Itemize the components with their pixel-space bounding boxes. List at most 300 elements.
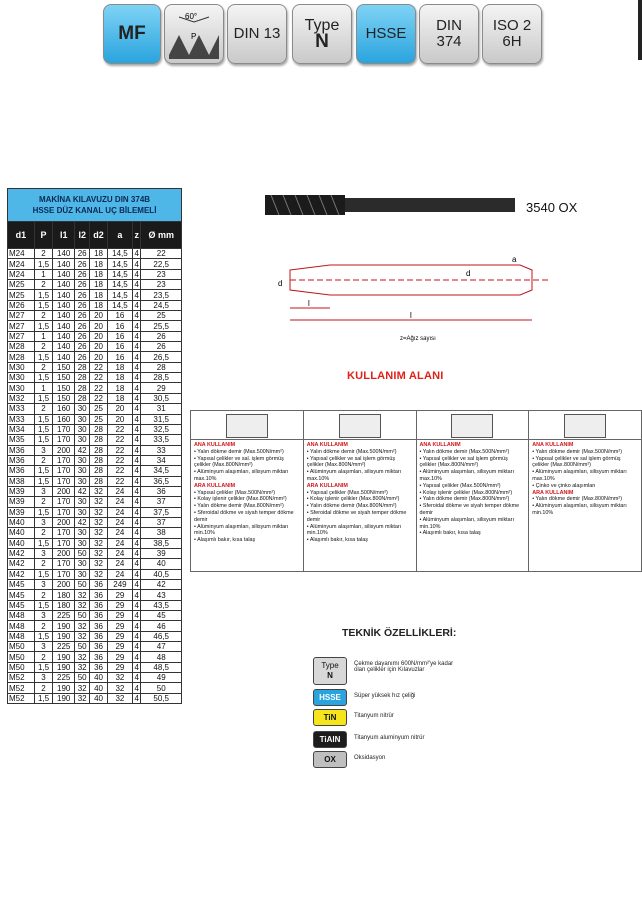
- table-cell: 16: [107, 352, 132, 362]
- table-cell: 200: [53, 486, 75, 496]
- table-row: [8, 466, 182, 476]
- thread-tolerance-icon: [339, 414, 381, 438]
- table-row: [8, 538, 182, 548]
- table-cell: 32: [90, 528, 108, 538]
- table-cell: 2: [34, 455, 52, 465]
- table-cell: M40: [8, 528, 35, 538]
- table-cell: 20: [90, 311, 108, 321]
- table-row: [8, 331, 182, 341]
- table-cell: 22: [141, 249, 182, 259]
- table-cell: 4: [134, 673, 139, 683]
- table-cell: M30: [8, 362, 35, 372]
- table-cell: 3: [34, 580, 52, 590]
- table-cell: 43,5: [141, 600, 182, 610]
- usage-secondary-heading: ARA KULLANIM: [194, 482, 236, 489]
- table-cell: 32: [75, 662, 90, 672]
- table-cell: 190: [53, 683, 75, 693]
- table-cell: 150: [53, 393, 75, 403]
- table-cell: 31,5: [141, 414, 182, 424]
- table-cell: 24: [107, 569, 132, 579]
- table-cell: 4: [134, 507, 139, 517]
- table-cell: 32: [107, 683, 132, 693]
- l2-label: l: [308, 299, 310, 308]
- table-cell: 42: [75, 486, 90, 496]
- table-cell: 4: [134, 621, 139, 631]
- table-cell: 24: [107, 517, 132, 527]
- table-cell: M50: [8, 652, 35, 662]
- table-cell: 49: [141, 673, 182, 683]
- table-cell: 28: [90, 466, 108, 476]
- table-cell: 30: [75, 404, 90, 414]
- table-cell: 3: [34, 673, 52, 683]
- table-row: [8, 321, 182, 331]
- table-cell: 20: [90, 331, 108, 341]
- table-cell: 36: [90, 631, 108, 641]
- table-row: [8, 476, 182, 486]
- table-row: [8, 497, 182, 507]
- table-cell: 4: [134, 487, 139, 497]
- table-cell: 4: [134, 425, 139, 435]
- table-cell: 25,5: [141, 321, 182, 331]
- table-cell: 1,5: [34, 300, 52, 310]
- usage-column-body: [304, 440, 416, 546]
- column-header: P: [34, 222, 52, 249]
- table-cell: 1,5: [34, 466, 52, 476]
- table-cell: 32: [90, 559, 108, 569]
- table-cell: 2: [34, 559, 52, 569]
- table-cell: 4: [134, 600, 139, 610]
- table-cell: 30: [75, 414, 90, 424]
- table-cell: 200: [53, 517, 75, 527]
- table-cell: 31: [141, 404, 182, 414]
- legend-tag-label: TiN: [323, 713, 337, 722]
- table-row: [8, 435, 182, 445]
- table-cell: M52: [8, 693, 35, 703]
- table-cell: 32: [90, 507, 108, 517]
- table-cell: 26: [75, 352, 90, 362]
- table-cell: M27: [8, 331, 35, 341]
- table-cell: 47: [141, 642, 182, 652]
- table-cell: 18: [107, 383, 132, 393]
- table-cell: 40: [90, 673, 108, 683]
- table-cell: 39: [141, 548, 182, 558]
- table-cell: 140: [53, 280, 75, 290]
- table-cell: 30: [75, 497, 90, 507]
- table-cell: 2: [34, 342, 52, 352]
- legend-tag-label: N: [327, 671, 333, 680]
- table-cell: 22: [107, 445, 132, 455]
- table-cell: 1,5: [34, 373, 52, 383]
- table-row: [8, 559, 182, 569]
- table-cell: 18: [107, 393, 132, 403]
- din374-top-label: DIN: [436, 17, 462, 34]
- usage-column-header: [191, 411, 303, 440]
- table-cell: 14,5: [107, 280, 132, 290]
- table-cell: 28: [141, 362, 182, 372]
- usage-column-header: [417, 411, 529, 440]
- table-cell: 3: [34, 517, 52, 527]
- d1-label: d: [278, 279, 283, 288]
- table-cell: 4: [134, 497, 139, 507]
- table-cell: 29: [107, 631, 132, 641]
- table-row: [8, 373, 182, 383]
- table-cell: 4: [134, 466, 139, 476]
- table-cell: 32: [90, 538, 108, 548]
- column-header: Ø mm: [141, 222, 182, 249]
- table-cell: 190: [53, 631, 75, 641]
- table-cell: 20: [107, 404, 132, 414]
- table-row: [8, 424, 182, 434]
- usage-column: [191, 411, 303, 571]
- table-cell: 38: [141, 528, 182, 538]
- table-cell: 14,5: [107, 300, 132, 310]
- table-cell: 18: [90, 249, 108, 259]
- legend-text: Titanyum nitrür: [354, 713, 394, 719]
- table-cell: 25: [141, 311, 182, 321]
- table-cell: 4: [134, 611, 139, 621]
- table-cell: M45: [8, 580, 35, 590]
- table-cell: 43: [141, 590, 182, 600]
- table-cell: 170: [53, 455, 75, 465]
- table-cell: 26: [75, 280, 90, 290]
- table-cell: 50: [75, 673, 90, 683]
- table-cell: 20: [90, 342, 108, 352]
- table-cell: 200: [53, 548, 75, 558]
- table-cell: 2: [34, 404, 52, 414]
- table-cell: 1,5: [34, 631, 52, 641]
- table-cell: 170: [53, 507, 75, 517]
- table-row: [8, 528, 182, 538]
- table-cell: 28: [75, 373, 90, 383]
- table-cell: 3: [34, 642, 52, 652]
- table-cell: 26: [75, 259, 90, 269]
- table-cell: M24: [8, 259, 35, 269]
- table-cell: 16: [107, 311, 132, 321]
- table-cell: 2: [34, 280, 52, 290]
- table-row: [8, 580, 182, 590]
- table-cell: 28: [90, 476, 108, 486]
- table-cell: 32: [90, 548, 108, 558]
- iso-top-label: ISO 2: [492, 17, 532, 34]
- table-cell: 29: [141, 383, 182, 393]
- table-title: [8, 189, 182, 222]
- legend-tag-top: Type: [321, 661, 339, 670]
- table-cell: 22: [107, 424, 132, 434]
- table-cell: 23: [141, 280, 182, 290]
- table-cell: 14,5: [107, 290, 132, 300]
- legend-text: Süper yüksek hız çeliği: [354, 693, 416, 699]
- table-cell: 50,5: [141, 693, 182, 703]
- column-header: d1: [8, 222, 35, 249]
- table-cell: 26: [141, 331, 182, 341]
- table-row: [8, 662, 182, 672]
- table-cell: 1,5: [34, 600, 52, 610]
- table-cell: 4: [134, 683, 139, 693]
- angle-label: 60°: [185, 12, 198, 21]
- table-cell: 50: [141, 683, 182, 693]
- table-cell: 150: [53, 383, 75, 393]
- legend-tag: [313, 689, 347, 706]
- table-cell: 225: [53, 642, 75, 652]
- usage-main-heading: ANA KULLANIM: [194, 442, 236, 448]
- table-cell: 40: [90, 683, 108, 693]
- thread-tolerance-icon: [564, 414, 606, 438]
- table-cell: 22: [107, 466, 132, 476]
- table-cell: 24: [107, 559, 132, 569]
- column-header: l2: [75, 222, 90, 249]
- usage-column-header: [529, 411, 641, 440]
- table-cell: 2: [34, 683, 52, 693]
- table-cell: M25: [8, 290, 35, 300]
- table-cell: 4: [134, 280, 139, 290]
- table-cell: 140: [53, 352, 75, 362]
- table-cell: 4: [134, 321, 139, 331]
- table-cell: 2: [34, 249, 52, 259]
- table-cell: 4: [134, 518, 139, 528]
- table-cell: M52: [8, 673, 35, 683]
- table-cell: 1,5: [34, 414, 52, 424]
- d2-label: d: [466, 269, 471, 278]
- table-cell: 40,5: [141, 569, 182, 579]
- table-cell: 23,5: [141, 290, 182, 300]
- table-cell: 4: [134, 362, 139, 372]
- legend-tag: [313, 751, 347, 768]
- table-cell: 30: [75, 528, 90, 538]
- table-row: [8, 383, 182, 393]
- table-cell: M48: [8, 631, 35, 641]
- table-cell: 36: [90, 662, 108, 672]
- table-cell: 32: [75, 590, 90, 600]
- table-cell: 29: [107, 611, 132, 621]
- table-cell: 1,5: [34, 538, 52, 548]
- usage-main-text: • Yalın dökme demir (Max.500N/mm²) • Yapısal çelikler ve sal işlem görmüş çelikler (Max.800N/mm²) • Alüminyum alaşımları, silisyum miktarı max.10% • Çinko ve çinko alaşımları: [532, 448, 627, 489]
- table-cell: 25: [90, 404, 108, 414]
- table-cell: M28: [8, 352, 35, 362]
- type-bottom-label: N: [315, 31, 329, 52]
- table-cell: 28: [75, 362, 90, 372]
- table-cell: 36: [90, 580, 108, 590]
- table-cell: 24,5: [141, 300, 182, 310]
- table-cell: 36: [90, 642, 108, 652]
- table-cell: 30: [75, 559, 90, 569]
- table-row: [8, 290, 182, 300]
- table-cell: 28: [75, 383, 90, 393]
- table-row: [8, 249, 182, 259]
- table-cell: 18: [90, 280, 108, 290]
- table-cell: 4: [134, 269, 139, 279]
- table-cell: 33: [141, 445, 182, 455]
- column-header: z: [133, 222, 141, 249]
- table-cell: 28: [90, 435, 108, 445]
- table-cell: M40: [8, 538, 35, 548]
- table-cell: 190: [53, 693, 75, 703]
- table-cell: 4: [134, 404, 139, 414]
- legend-text: Oksidasyon: [354, 755, 386, 761]
- table-cell: M52: [8, 683, 35, 693]
- table-cell: 32: [107, 693, 132, 703]
- table-cell: 26: [75, 249, 90, 259]
- table-cell: 4: [134, 435, 139, 445]
- table-cell: 1,5: [34, 569, 52, 579]
- usage-grid: [190, 410, 642, 572]
- column-header: a: [107, 222, 132, 249]
- table-cell: M38: [8, 476, 35, 486]
- table-cell: 4: [134, 476, 139, 486]
- table-cell: M48: [8, 611, 35, 621]
- table-cell: 4: [134, 393, 139, 403]
- legend-tag: [313, 657, 347, 685]
- table-cell: 190: [53, 652, 75, 662]
- usage-secondary-heading: ARA KULLANIM: [532, 489, 574, 496]
- table-cell: 32: [90, 486, 108, 496]
- table-cell: 24: [107, 548, 132, 558]
- table-row: [8, 311, 182, 321]
- table-cell: 26: [75, 269, 90, 279]
- din374-bottom-label: 374: [436, 33, 462, 50]
- table-cell: 180: [53, 590, 75, 600]
- usage-main-text: • Yalın dökme demir (Max.500N/mm²) • Yapısal çelikler ve sal. işlem görmüş çelikler (Max.800N/mm²) • Alüminyum alaşımları, silisyum miktarı max.10%: [194, 448, 289, 482]
- table-cell: M39: [8, 497, 35, 507]
- table-cell: 36: [90, 621, 108, 631]
- usage-column: [528, 411, 641, 571]
- table-cell: 2: [34, 311, 52, 321]
- table-row: [8, 486, 182, 496]
- table-cell: 1,5: [34, 393, 52, 403]
- table-cell: 46: [141, 621, 182, 631]
- table-cell: 1: [34, 383, 52, 393]
- usage-column: [303, 411, 416, 571]
- table-cell: 45: [141, 611, 182, 621]
- table-cell: 24: [107, 486, 132, 496]
- table-cell: 180: [53, 600, 75, 610]
- table-cell: 2: [34, 362, 52, 372]
- usage-column-header: [304, 411, 416, 440]
- table-cell: M39: [8, 486, 35, 496]
- table-cell: 1,5: [34, 476, 52, 486]
- table-cell: 4: [134, 373, 139, 383]
- legend-text: Çekme dayanımı 600N/mm²'ye kadar olan çelikler için Kılavuzlar: [354, 661, 454, 673]
- table-cell: 4: [134, 580, 139, 590]
- table-cell: 225: [53, 673, 75, 683]
- table-cell: 140: [53, 321, 75, 331]
- legend-tag-label: TiAlN: [319, 735, 341, 744]
- table-cell: 26: [141, 342, 182, 352]
- hsse-label: HSSE: [365, 25, 407, 42]
- table-cell: 32: [75, 683, 90, 693]
- table-cell: 22: [90, 383, 108, 393]
- table-row: [8, 548, 182, 558]
- table-cell: 32: [75, 631, 90, 641]
- table-cell: 24: [107, 538, 132, 548]
- table-cell: 170: [53, 569, 75, 579]
- table-cell: M39: [8, 507, 35, 517]
- table-cell: 4: [134, 693, 139, 703]
- table-row: [8, 280, 182, 290]
- technical-title: TEKNİK ÖZELLİKLERİ:: [342, 627, 457, 639]
- table-cell: 4: [134, 456, 139, 466]
- table-row: [8, 652, 182, 662]
- table-cell: 16: [107, 331, 132, 341]
- table-cell: 16: [107, 342, 132, 352]
- table-cell: 4: [134, 290, 139, 300]
- table-cell: 140: [53, 300, 75, 310]
- table-cell: 170: [53, 528, 75, 538]
- table-cell: 26: [75, 311, 90, 321]
- table-row: [8, 611, 182, 621]
- table-row: [8, 342, 182, 352]
- table-cell: 200: [53, 445, 75, 455]
- table-title-line2: HSSE DÜZ KANAL UÇ BİLEMELİ: [32, 206, 157, 215]
- table-cell: M24: [8, 269, 35, 279]
- legend-tag-label: OX: [324, 755, 336, 764]
- table-cell: 170: [53, 476, 75, 486]
- table-cell: 4: [134, 559, 139, 569]
- table-cell: 160: [53, 414, 75, 424]
- iso-badge: [482, 4, 542, 64]
- table-cell: 26: [75, 331, 90, 341]
- thread-profile-icon: [165, 5, 223, 63]
- table-cell: 2: [34, 590, 52, 600]
- table-cell: 32: [75, 693, 90, 703]
- table-cell: 170: [53, 424, 75, 434]
- usage-main-heading: ANA KULLANIM: [419, 442, 461, 448]
- table-cell: 32: [90, 497, 108, 507]
- table-cell: 4: [134, 590, 139, 600]
- table-cell: 249: [107, 580, 132, 590]
- z-label: z=Ağız sayısı: [400, 336, 436, 342]
- table-cell: 36: [141, 486, 182, 496]
- table-cell: 33,5: [141, 435, 182, 445]
- table-cell: 4: [134, 414, 139, 424]
- table-row: [8, 404, 182, 414]
- table-cell: 28: [90, 445, 108, 455]
- table-cell: 36: [90, 652, 108, 662]
- usage-secondary-heading: ARA KULLANIM: [306, 482, 348, 489]
- table-cell: 18: [107, 362, 132, 372]
- usage-secondary-text: • Yapısal çelikler (Max.500N/mm²) • Kolay işlenir çelikler (Max.800N/mm²) • Yalın dökme demir (Max.800N/mm²) • Sferoidal dökme ve siyah temper dökme demir • Alüminyum alaşımları, silisyum miktarı min.10% • Alaşımlı bakır, kısa talaş: [194, 489, 294, 544]
- table-cell: 50: [75, 642, 90, 652]
- usage-column-body: [529, 440, 641, 519]
- table-cell: 1,5: [34, 259, 52, 269]
- table-row: [8, 673, 182, 683]
- table-cell: 40: [141, 559, 182, 569]
- table-cell: M27: [8, 311, 35, 321]
- table-row: [8, 569, 182, 579]
- table-cell: M35: [8, 435, 35, 445]
- table-row: [8, 393, 182, 403]
- table-cell: 50: [75, 611, 90, 621]
- din374-badge: [419, 4, 479, 64]
- type-badge: [292, 4, 352, 64]
- table-row: [8, 269, 182, 279]
- table-row: [8, 362, 182, 372]
- table-cell: 30: [75, 569, 90, 579]
- table-cell: 22: [107, 476, 132, 486]
- table-cell: 18: [107, 373, 132, 383]
- table-cell: 36: [90, 611, 108, 621]
- table-cell: 30: [75, 424, 90, 434]
- table-cell: 4: [134, 528, 139, 538]
- table-cell: 24: [107, 528, 132, 538]
- legend-tag: [313, 731, 347, 748]
- table-cell: M24: [8, 249, 35, 259]
- table-cell: 4: [134, 352, 139, 362]
- table-cell: 42: [75, 445, 90, 455]
- table-cell: 37,5: [141, 507, 182, 517]
- table-cell: 20: [90, 352, 108, 362]
- table-cell: 26: [75, 321, 90, 331]
- table-cell: M26: [8, 300, 35, 310]
